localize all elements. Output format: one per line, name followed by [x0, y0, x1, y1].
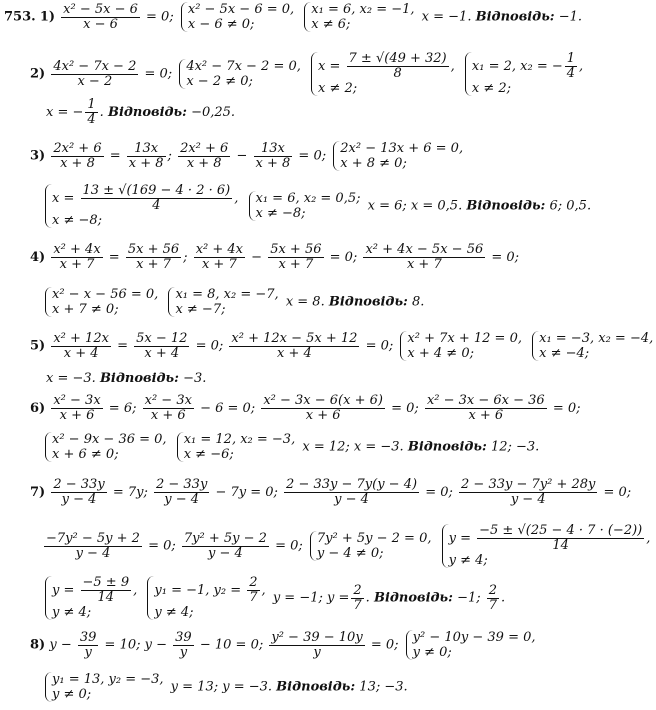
problem-number: 753.	[4, 9, 36, 25]
fraction: $\frac{\text{−7y² − 5y + 2}}{y - 4}$	[46, 530, 140, 561]
fraction: $\frac{\text{4x² − 7x − 2}}{x - 2}$	[53, 58, 137, 89]
fraction: $\frac{\text{2x² + 6}}{x + 8}$	[180, 140, 229, 171]
fraction: $\frac{\text{x² − 3x}}{x + 6}$	[53, 393, 101, 423]
fraction: $\frac{13x}{x + 8}$	[255, 140, 291, 171]
equation-system: y₁ = 13, y₂ = −3, y ≠ 0;	[45, 672, 164, 702]
item-3-line-1: 3) $\frac{\text{2x² + 6}}{x + 8}$ = $\frac{13x}{x + 8}$ ; $\frac{\text{2x² + 6}}{x + 8}$ − $\frac{13x}{x + 8}$ = 0; 2x² − 13x + 6 = 0, x + 8 ≠ 0;	[30, 140, 464, 171]
answer-value: −1.	[558, 9, 583, 25]
fraction: $\frac{\text{x² − 3x − 6(x + 6)}}{x + 6}$	[263, 393, 383, 423]
item-label: 1)	[39, 9, 56, 25]
fraction: $\frac{2 - 33y - 7y(y - 4)}{y - 4}$	[286, 477, 418, 507]
fraction: $\frac{2 - 33y}{y - 4}$	[155, 477, 208, 507]
fraction: $\frac{\text{2 − 33y − 7y² + 28y}}{y - 4}$	[461, 477, 596, 507]
item-6-line-2: x² − 9x − 36 = 0, x + 6 ≠ 0; x₁ = 12, x₂ = −3, x ≠ −6; x = 12; x = −3. Відповідь: 12; −3.	[42, 432, 539, 462]
item-2-line-1: 2) $\frac{\text{4x² − 7x − 2}}{x - 2}$ = 0; 4x² − 7x − 2 = 0, x − 2 ≠ 0; x = $\frac{7 \pm √(49 + 32)}{8}$ , x ≠ 2; x₁ = 2, x₂ = − $\frac{1}{4}$ , x ≠ 2;	[30, 51, 584, 96]
fraction: $\frac{\text{x² + 12x − 5x + 12}}{x + 4}$	[231, 330, 358, 361]
fraction: $\frac{1}{4}$	[566, 51, 576, 81]
fraction: $\frac{\text{x² − 3x − 6x − 36}}{x + 6}$	[426, 393, 545, 423]
equation-system: x₁ = −3, x₂ = −4, x ≠ −4;	[532, 331, 653, 361]
fraction: $\frac{39}{y}$	[79, 629, 97, 660]
equation-system: x₁ = 12, x₂ = −3, x ≠ −6;	[177, 432, 296, 462]
fraction: $\frac{-5 \pm 9}{14}$	[82, 575, 130, 605]
item-5-line-1: 5) $\frac{\text{x² + 12x}}{x + 4}$ = $\frac{5x - 12}{x + 4}$ = 0; $\frac{\text{x² + 12x − 5x + 12}}{x + 4}$ = 0; x² + 7x + 12 = 0, x + 4 ≠ 0; x₁ = −3, x₂ = −4, x ≠ −4;	[30, 330, 654, 361]
fraction: $\frac{5x + 56}{x + 7}$	[270, 242, 322, 272]
fraction: $\frac{\text{x² + 4x − 5x − 56}}{x + 7}$	[365, 242, 484, 272]
fraction: $\frac{2 - 33y}{y - 4}$	[53, 477, 105, 507]
item-7-line-2: $\frac{\text{−7y² − 5y + 2}}{y - 4}$ = 0; $\frac{\text{7y² + 5y − 2}}{y - 4}$ = 0; 7y² + 5y − 2 = 0, y − 4 ≠ 0; y = $\frac{-5 \pm √(25 - 4 \cdot 7 \cdot (-2))}{14}$ , y ≠ 4;	[46, 523, 651, 568]
fraction: $\frac{\text{y² − 39 − 10y}}{y}$	[271, 629, 363, 660]
equation-system: x² − 9x − 36 = 0, x + 6 ≠ 0;	[45, 432, 167, 462]
fraction: $\frac{2}{7}$	[488, 582, 498, 613]
equation-system: 7y² + 5y − 2 = 0, y − 4 ≠ 0;	[310, 531, 432, 561]
fraction: $\frac{\text{x² − 3x}}{x + 6}$	[144, 393, 192, 423]
equation-system: y = $\frac{-5 \pm √(25 - 4 \cdot 7 \cdot (-2))}{14}$ , y ≠ 4;	[442, 524, 651, 568]
fraction: $\frac{2}{7}$	[353, 582, 362, 613]
item-5-line-2: x = −3. Відповідь: −3.	[46, 371, 207, 386]
equation-system: x² − 5x − 6 = 0, x − 6 ≠ 0;	[181, 2, 294, 32]
equation-system: x₁ = 6, x₂ = −1, x ≠ 6;	[304, 2, 414, 32]
fraction: $\frac{\text{7y² + 5y − 2}}{y - 4}$	[183, 530, 267, 561]
equation-system: 4x² − 7x − 2 = 0, x − 2 ≠ 0;	[179, 59, 301, 89]
item-7-line-1: 7) $\frac{2 - 33y}{y - 4}$ = 7y; $\frac{2 - 33y}{y - 4}$ − 7y = 0; $\frac{2 - 33y - 7y(y - 4)}{y - 4}$ = 0; $\frac{\text{2 − 33y − 7y² + 28y}}{y - 4}$ = 0;	[30, 477, 632, 507]
item-3-line-2: x = $\frac{13 \pm √(169 - 4 \cdot 2 \cdot 6)}{4}$ , x ≠ −8; x₁ = 6, x₂ = 0,5; x ≠ −8; x = 6; x = 0,5. Відповідь: 6; 0,5.	[42, 184, 591, 228]
fraction: $\frac{5x + 56}{x + 7}$	[127, 242, 180, 272]
fraction: $\frac{39}{y}$	[175, 629, 192, 660]
equation-system: 2x² − 13x + 6 = 0, x + 8 ≠ 0;	[333, 141, 463, 171]
item-8-line-2: y₁ = 13, y₂ = −3, y ≠ 0; y = 13; y = −3. Відповідь: 13; −3.	[42, 672, 408, 702]
fraction: $\frac{\text{2x² + 6}}{x + 8}$	[53, 140, 102, 171]
fraction: $\frac{7 \pm √(49 + 32)}{8}$	[348, 51, 447, 81]
equation-system: x = $\frac{13 \pm √(169 - 4 \cdot 2 \cdot 6)}{4}$ , x ≠ −8;	[45, 184, 238, 228]
equation-system: x² + 7x + 12 = 0, x + 4 ≠ 0;	[400, 331, 522, 361]
item-1-line-1: 753. 1) $\frac{\text{x² − 5x − 6}}{x - 6}$ = 0; x² − 5x − 6 = 0, x − 6 ≠ 0; x₁ = 6, x₂ = −1, x ≠ 6; x = −1. Відповідь: −1.	[4, 1, 583, 32]
item-4-line-2: x² − x − 56 = 0, x + 7 ≠ 0; x₁ = 8, x₂ = −7, x ≠ −7; x = 8. Відповідь: 8.	[42, 287, 424, 317]
fraction: $\frac{\text{x² + 4x}}{x + 7}$	[195, 242, 243, 272]
fraction: $\frac{2}{7}$	[249, 575, 258, 605]
equation-system: y² − 10y − 39 = 0, y ≠ 0;	[406, 630, 536, 660]
fraction: $\frac{13x}{x + 8}$	[128, 140, 164, 171]
equation-system: x = $\frac{7 \pm √(49 + 32)}{8}$ , x ≠ 2;	[311, 52, 455, 96]
equation-system: x₁ = 2, x₂ = − $\frac{1}{4}$ , x ≠ 2;	[465, 52, 583, 96]
equation-system: x² − x − 56 = 0, x + 7 ≠ 0;	[45, 287, 158, 317]
item-6-line-1: 6) $\frac{\text{x² − 3x}}{x + 6}$ = 6; $\frac{\text{x² − 3x}}{x + 6}$ − 6 = 0; $\frac{\text{x² − 3x − 6(x + 6)}}{x + 6}$ = 0; $\frac{\text{x² − 3x − 6x − 36}}{x + 6}$ = 0;	[30, 393, 581, 423]
fraction: $\frac{\text{x² + 4x}}{x + 7}$	[53, 242, 101, 272]
item-8-line-1: 8) y − $\frac{39}{y}$ = 10; y − $\frac{39}{y}$ − 10 = 0; $\frac{\text{y² − 39 − 10y}}{y}$ = 0; y² − 10y − 39 = 0, y ≠ 0;	[30, 629, 536, 660]
item-7-line-3: y = $\frac{-5 \pm 9}{14}$ , y ≠ 4; y₁ = −1, y₂ = $\frac{2}{7}$ , y ≠ 4; y = −1; y = $\frac{2}{7}$ . Відповідь: −1; $\frac{2}{7}$ .	[42, 576, 505, 620]
fraction: $\frac{-5 \pm √(25 - 4 \cdot 7 \cdot (-2))}{14}$	[479, 523, 643, 553]
equation-system: x₁ = 8, x₂ = −7, x ≠ −7;	[168, 287, 278, 317]
fraction: $\frac{\text{x² + 12x}}{x + 4}$	[53, 330, 109, 361]
answer-label: Відповідь:	[475, 9, 555, 25]
fraction: $\frac{1}{4}$	[87, 97, 96, 127]
item-2-line-2: x = − $\frac{1}{4}$ . Відповідь: −0,25.	[46, 97, 236, 127]
fraction: $\frac{\text{x² − 5x − 6}}{x - 6}$	[63, 1, 138, 32]
fraction: $\frac{13 \pm √(169 - 4 \cdot 2 \cdot 6)}{4}$	[82, 183, 231, 213]
equation-system: y₁ = −1, y₂ = $\frac{2}{7}$ , y ≠ 4;	[147, 576, 265, 620]
equation-system: y = $\frac{-5 \pm 9}{14}$ , y ≠ 4;	[45, 576, 137, 620]
item-4-line-1: 4) $\frac{\text{x² + 4x}}{x + 7}$ = $\frac{5x + 56}{x + 7}$ ; $\frac{\text{x² + 4x}}{x + 7}$ − $\frac{5x + 56}{x + 7}$ = 0; $\frac{\text{x² + 4x − 5x − 56}}{x + 7}$ = 0;	[30, 242, 520, 272]
equation-system: x₁ = 6, x₂ = 0,5; x ≠ −8;	[249, 191, 361, 221]
fraction: $\frac{5x - 12}{x + 4}$	[136, 330, 188, 361]
